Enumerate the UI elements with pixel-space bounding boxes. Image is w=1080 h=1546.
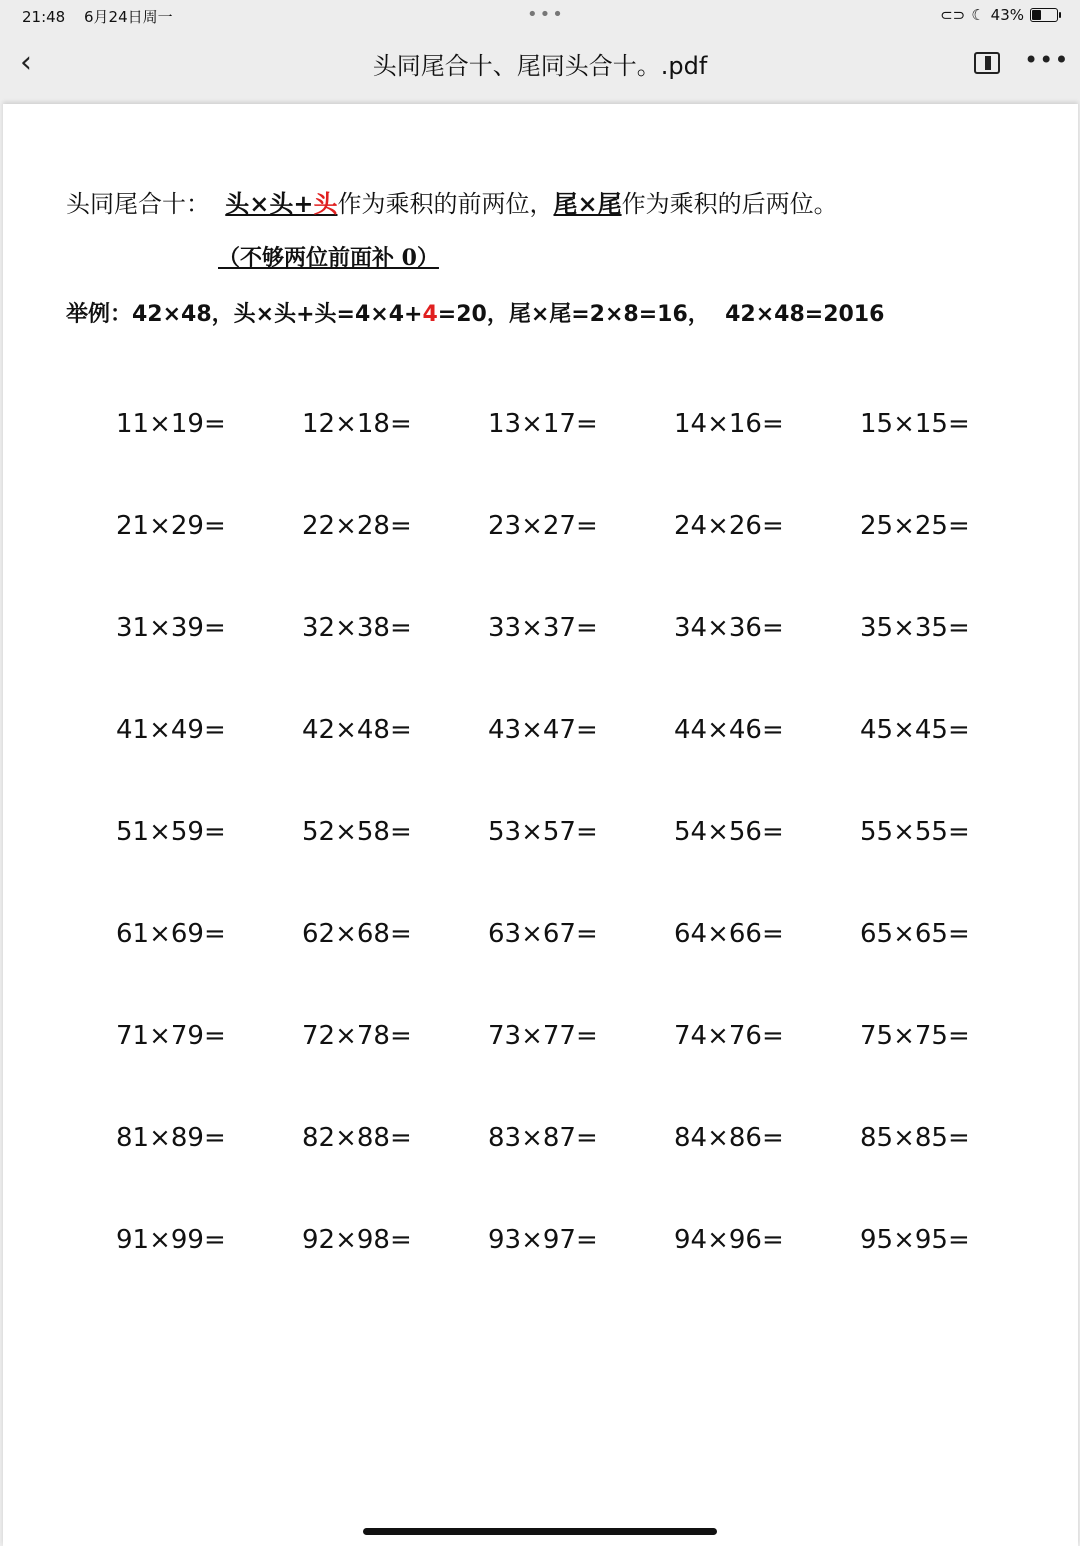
problem-item: 24×26= bbox=[674, 511, 784, 541]
problem-item: 11×19= bbox=[116, 409, 226, 439]
problem-item: 71×79= bbox=[116, 1021, 226, 1051]
status-date: 6月24日周一 bbox=[84, 8, 173, 26]
problem-item: 72×78= bbox=[302, 1021, 412, 1051]
problem-item: 75×75= bbox=[860, 1021, 970, 1051]
problem-item: 62×68= bbox=[302, 919, 412, 949]
note-line: （不够两位前面补 0） bbox=[218, 245, 439, 271]
problem-item: 41×49= bbox=[116, 715, 226, 745]
problem-item: 84×86= bbox=[674, 1123, 784, 1153]
problem-item: 61×69= bbox=[116, 919, 226, 949]
problem-item: 13×17= bbox=[488, 409, 598, 439]
rule-suffix: 作为乘积的后两位。 bbox=[621, 190, 838, 218]
problem-item: 95×95= bbox=[860, 1225, 970, 1255]
moon-icon: ☾ bbox=[971, 6, 985, 24]
problem-item: 74×76= bbox=[674, 1021, 784, 1051]
problem-item: 45×45= bbox=[860, 715, 970, 745]
problem-item: 91×99= bbox=[116, 1225, 226, 1255]
problem-item: 52×58= bbox=[302, 817, 412, 847]
rule-part1-red: 头 bbox=[313, 189, 338, 218]
document-title: 头同尾合十、尾同头合十。.pdf bbox=[372, 52, 708, 80]
sidebar-toggle-icon[interactable] bbox=[974, 52, 1000, 74]
problem-item: 81×89= bbox=[116, 1123, 226, 1153]
problem-item: 83×87= bbox=[488, 1123, 598, 1153]
problem-item: 51×59= bbox=[116, 817, 226, 847]
problem-item: 53×57= bbox=[488, 817, 598, 847]
problem-item: 35×35= bbox=[860, 613, 970, 643]
problem-item: 43×47= bbox=[488, 715, 598, 745]
problem-item: 93×97= bbox=[488, 1225, 598, 1255]
battery-icon bbox=[1030, 8, 1058, 22]
problem-item: 33×37= bbox=[488, 613, 598, 643]
problem-item: 12×18= bbox=[302, 409, 412, 439]
problem-item: 22×28= bbox=[302, 511, 412, 541]
chevron-left-icon: ‹ bbox=[20, 45, 32, 80]
example-a: 举例：42×48，头×头+头=4×4+ bbox=[66, 302, 423, 327]
problem-item: 82×88= bbox=[302, 1123, 412, 1153]
status-bar bbox=[0, 0, 1080, 32]
rule-prefix: 头同尾合十： bbox=[66, 190, 210, 218]
problem-item: 94×96= bbox=[674, 1225, 784, 1255]
rule-part2: 尾×尾 bbox=[553, 189, 622, 218]
nav-bar bbox=[0, 32, 1080, 96]
problem-item: 21×29= bbox=[116, 511, 226, 541]
problem-item: 92×98= bbox=[302, 1225, 412, 1255]
status-time: 21:48 bbox=[22, 8, 66, 26]
problem-item: 65×65= bbox=[860, 919, 970, 949]
multitasking-dots[interactable]: ••• bbox=[527, 4, 565, 25]
problem-item: 73×77= bbox=[488, 1021, 598, 1051]
problem-item: 55×55= bbox=[860, 817, 970, 847]
battery-percent: 43% bbox=[990, 6, 1024, 24]
link-icon: ⊂⊃ bbox=[940, 6, 966, 24]
status-left bbox=[22, 6, 187, 27]
more-options-button[interactable]: ••• bbox=[1024, 46, 1070, 74]
problem-item: 25×25= bbox=[860, 511, 970, 541]
problem-item: 85×85= bbox=[860, 1123, 970, 1153]
status-right bbox=[940, 6, 1058, 24]
problem-item: 14×16= bbox=[674, 409, 784, 439]
problem-item: 23×27= bbox=[488, 511, 598, 541]
problem-item: 34×36= bbox=[674, 613, 784, 643]
rule-part1: 头×头+ bbox=[225, 189, 314, 218]
problem-item: 44×46= bbox=[674, 715, 784, 745]
example-b: =20，尾×尾=2×8=16， 42×48=2016 bbox=[437, 302, 885, 327]
pdf-page bbox=[3, 104, 1078, 1546]
back-button[interactable] bbox=[20, 45, 50, 80]
problem-item: 63×67= bbox=[488, 919, 598, 949]
example-red: 4 bbox=[422, 302, 438, 327]
problem-grid bbox=[3, 104, 1078, 1546]
problem-item: 42×48= bbox=[302, 715, 412, 745]
problem-item: 32×38= bbox=[302, 613, 412, 643]
problem-item: 64×66= bbox=[674, 919, 784, 949]
problem-item: 15×15= bbox=[860, 409, 970, 439]
battery-fill bbox=[1032, 10, 1041, 20]
problem-item: 54×56= bbox=[674, 817, 784, 847]
home-indicator[interactable] bbox=[363, 1528, 717, 1535]
problem-item: 31×39= bbox=[116, 613, 226, 643]
rule-mid: 作为乘积的前两位， bbox=[337, 190, 554, 218]
